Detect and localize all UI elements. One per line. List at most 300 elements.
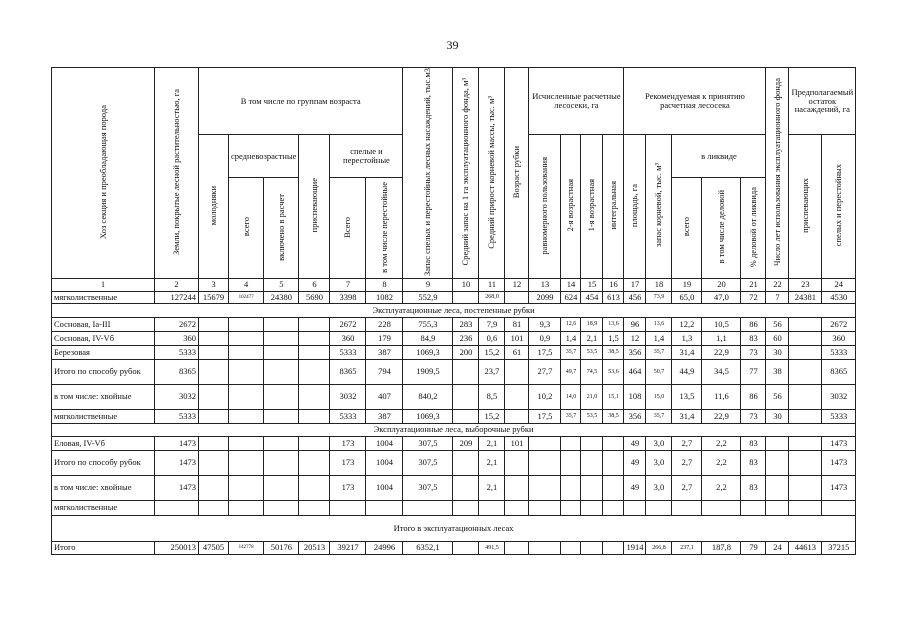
table-cell: 24380 (264, 291, 299, 303)
table-cell (264, 331, 299, 345)
table-cell: 49 (624, 475, 646, 500)
table-cell: 61 (505, 345, 529, 359)
column-number: 7 (330, 278, 366, 291)
table-cell: 3,0 (646, 436, 672, 450)
column-number: 23 (789, 278, 822, 291)
table-cell: 142778 (229, 541, 264, 554)
header-middle-all: всего (229, 177, 264, 278)
header-middle-included: включено в расчет (264, 177, 299, 278)
table-cell: 173 (330, 475, 366, 500)
table-cell (229, 409, 264, 423)
table-cell: 7 (766, 291, 789, 303)
table-cell: 624 (561, 291, 581, 303)
table-cell (603, 450, 624, 475)
row-label: мягколиственные (52, 291, 155, 303)
table-cell: 2,1 (479, 475, 505, 500)
table-cell (229, 345, 264, 359)
column-number: 8 (366, 278, 403, 291)
table-cell: 47,0 (702, 291, 741, 303)
table-cell (789, 331, 822, 345)
table-cell: 237,1 (672, 541, 702, 554)
table-cell: 24 (766, 541, 789, 554)
table-cell: 5333 (155, 409, 199, 423)
table-cell: 283 (453, 317, 479, 331)
table-cell: 24381 (789, 291, 822, 303)
table-cell: 228 (366, 317, 403, 331)
table-cell (789, 317, 822, 331)
table-cell (561, 450, 581, 475)
table-cell: 81 (505, 317, 529, 331)
table-cell (766, 436, 789, 450)
table-row (52, 436, 856, 450)
table-cell (529, 436, 561, 450)
column-number: 3 (199, 278, 229, 291)
table-row (52, 475, 856, 500)
header-avg-growth: Средний прирост корневой массы, тыс. м³ (479, 68, 505, 279)
header-area: Земли, покрытые лесной растительностью, га (155, 68, 199, 279)
header-mature-incl: в том числе перестойные (366, 177, 403, 278)
table-cell (299, 317, 330, 331)
table-cell (199, 317, 229, 331)
table-cell: 4530 (822, 291, 856, 303)
table-cell: 2,7 (672, 450, 702, 475)
table-cell: 1473 (822, 450, 856, 475)
table-row (52, 331, 856, 345)
table-cell (789, 359, 822, 384)
page-number: 39 (446, 38, 459, 52)
header-liquid-bus: в том числе деловой (702, 177, 741, 278)
table-cell: 1,5 (603, 331, 624, 345)
row-label: Итого по способу рубок (52, 450, 155, 475)
table-cell (603, 541, 624, 554)
header-liquid-all: всего (672, 177, 702, 278)
header-felling-age: Возраст рубки (505, 68, 529, 279)
table-cell: 44613 (789, 541, 822, 554)
table-cell: 38,5 (603, 345, 624, 359)
table-cell: 1473 (155, 436, 199, 450)
table-cell: 35,7 (646, 345, 672, 359)
column-number: 15 (581, 278, 603, 291)
table-cell (403, 500, 453, 515)
table-cell (453, 500, 479, 515)
header-middle: средневозрастные (229, 135, 299, 178)
table-cell: 360 (330, 331, 366, 345)
table-cell (264, 409, 299, 423)
column-number: 20 (702, 278, 741, 291)
table-cell (229, 450, 264, 475)
table-cell: 794 (366, 359, 403, 384)
table-cell (453, 475, 479, 500)
table-cell: 49 (624, 436, 646, 450)
table-row (52, 500, 856, 515)
table-cell: 1,4 (561, 331, 581, 345)
table-cell: 49,7 (561, 359, 581, 384)
table-cell (299, 384, 330, 409)
table-cell: 179 (366, 331, 403, 345)
header-calc-1: 1-я возрастная (581, 135, 603, 279)
table-cell: 266,8 (646, 541, 672, 554)
table-cell: 2672 (330, 317, 366, 331)
table-cell (561, 500, 581, 515)
table-cell: 1004 (366, 475, 403, 500)
table-cell (199, 450, 229, 475)
table-cell (264, 359, 299, 384)
table-cell: 86 (741, 384, 766, 409)
table-cell: 173 (330, 436, 366, 450)
table-cell: 127244 (155, 291, 199, 303)
row-label: в том числе: хвойные (52, 384, 155, 409)
table-cell: 360 (155, 331, 199, 345)
column-number: 17 (624, 278, 646, 291)
table-cell (505, 541, 529, 554)
table-row (52, 291, 856, 303)
section-row (52, 303, 856, 317)
table-cell: 15,0 (646, 384, 672, 409)
table-cell: 56 (766, 317, 789, 331)
table-row (52, 384, 856, 409)
table-cell: 83 (741, 331, 766, 345)
table-cell: 86 (741, 317, 766, 331)
table-cell: 50,7 (646, 359, 672, 384)
table-cell: 73 (741, 409, 766, 423)
table-cell: 35,7 (561, 345, 581, 359)
column-number: 4 (229, 278, 264, 291)
table-cell (299, 450, 330, 475)
table-cell (453, 541, 479, 554)
table-cell (264, 500, 299, 515)
table-cell: 15679 (199, 291, 229, 303)
table-cell: 1004 (366, 436, 403, 450)
column-number: 1 (52, 278, 155, 291)
table-cell: 268,0 (479, 291, 505, 303)
column-number: 21 (741, 278, 766, 291)
table-cell: 53,6 (603, 359, 624, 384)
section-row (52, 423, 856, 436)
table-cell: 1909,5 (403, 359, 453, 384)
header-years: Число лет использования эксплуатационного фонда (766, 68, 789, 279)
table-cell (199, 345, 229, 359)
row-label: Сосновая, Iа-III (52, 317, 155, 331)
table-cell (299, 500, 330, 515)
table-cell: 34,5 (702, 359, 741, 384)
table-cell (766, 500, 789, 515)
table-cell (505, 384, 529, 409)
table-cell (561, 541, 581, 554)
table-cell (505, 291, 529, 303)
table-cell: 307,5 (403, 436, 453, 450)
column-number: 9 (403, 278, 453, 291)
table-cell (741, 500, 766, 515)
table-cell (199, 331, 229, 345)
table-cell (453, 359, 479, 384)
table-cell: 613 (603, 291, 624, 303)
table-cell: 8365 (330, 359, 366, 384)
table-cell: 1,1 (702, 331, 741, 345)
table-cell (299, 345, 330, 359)
header-remain: Предполагаемый остаток насаждений, га (789, 68, 856, 135)
row-label: Итого по способу рубок (52, 359, 155, 384)
row-label: мягколиственные (52, 409, 155, 423)
table-cell: 53,5 (581, 345, 603, 359)
table-cell (702, 500, 741, 515)
table-cell (624, 500, 646, 515)
table-cell (505, 359, 529, 384)
table-cell: 14,0 (561, 384, 581, 409)
table-cell: 72 (741, 291, 766, 303)
table-cell: 1473 (155, 450, 199, 475)
row-label: Еловая, IV-Vб (52, 436, 155, 450)
table-cell: 102477 (229, 291, 264, 303)
table-cell (453, 409, 479, 423)
table-cell: 35,7 (646, 409, 672, 423)
table-cell (264, 317, 299, 331)
table-row (52, 541, 856, 554)
table-cell (822, 500, 856, 515)
table-cell (789, 436, 822, 450)
table-cell (789, 345, 822, 359)
forest-table (51, 67, 856, 555)
table-cell: 73 (741, 345, 766, 359)
header-young: молодняки (199, 135, 229, 279)
table-cell (581, 436, 603, 450)
table-cell: 79 (741, 541, 766, 554)
table-cell: 15,2 (479, 409, 505, 423)
table-cell: 10,2 (529, 384, 561, 409)
header-premature: приспевающие (299, 135, 330, 279)
row-label: в том числе: хвойные (52, 475, 155, 500)
table-cell: 307,5 (403, 475, 453, 500)
table-cell: 1069,3 (403, 409, 453, 423)
table-cell (299, 331, 330, 345)
table-cell (561, 475, 581, 500)
table-cell: 407 (366, 384, 403, 409)
table-cell (603, 436, 624, 450)
table-cell: 31,4 (672, 409, 702, 423)
header-liquid: в ликвиде (672, 135, 766, 178)
table-cell (366, 500, 403, 515)
section-title: Эксплуатационные леса, постепенные рубки (52, 303, 856, 317)
table-cell: 20513 (299, 541, 330, 554)
table-cell: 3,0 (646, 475, 672, 500)
column-number: 5 (264, 278, 299, 291)
table-cell (299, 359, 330, 384)
column-number: 24 (822, 278, 856, 291)
table-row (52, 409, 856, 423)
column-number: 10 (453, 278, 479, 291)
table-cell: 491,5 (479, 541, 505, 554)
table-cell (229, 475, 264, 500)
table-cell: 65,0 (672, 291, 702, 303)
table-cell: 2,1 (581, 331, 603, 345)
table-cell (264, 475, 299, 500)
table-cell: 1,3 (672, 331, 702, 345)
table-cell: 12,2 (672, 317, 702, 331)
header-calc-2: 2-я возрастная (561, 135, 581, 279)
table-cell: 2,7 (672, 436, 702, 450)
table-cell: 60 (766, 331, 789, 345)
table-cell (199, 384, 229, 409)
table-cell: 38 (766, 359, 789, 384)
header-remain-mat: спелых и перестойных (822, 135, 856, 279)
table-cell: 9,3 (529, 317, 561, 331)
table-cell: 83 (741, 450, 766, 475)
column-number: 2 (155, 278, 199, 291)
table-cell (505, 475, 529, 500)
table-cell: 31,4 (672, 345, 702, 359)
table-cell: 13,6 (646, 317, 672, 331)
column-number: 13 (529, 278, 561, 291)
table-cell: 1082 (366, 291, 403, 303)
table-cell: 21,0 (581, 384, 603, 409)
table-cell (453, 291, 479, 303)
table-cell (789, 475, 822, 500)
table-cell: 2,1 (479, 436, 505, 450)
table-cell (789, 409, 822, 423)
section-title: Итого в эксплуатационных лесах (52, 515, 856, 541)
row-label: мягколиственные (52, 500, 155, 515)
table-cell (229, 436, 264, 450)
column-number: 16 (603, 278, 624, 291)
table-cell: 360 (822, 331, 856, 345)
table-cell: 77 (741, 359, 766, 384)
table-cell (505, 409, 529, 423)
table-cell (229, 500, 264, 515)
table-row (52, 359, 856, 384)
table-cell: 356 (624, 409, 646, 423)
table-cell: 755,3 (403, 317, 453, 331)
column-number: 14 (561, 278, 581, 291)
header-calc-int: интегральная (603, 135, 624, 279)
table-cell (264, 384, 299, 409)
table-cell (603, 500, 624, 515)
table-cell (505, 450, 529, 475)
table-cell (199, 409, 229, 423)
table-cell (453, 384, 479, 409)
table-cell (789, 384, 822, 409)
table-cell: 56 (766, 384, 789, 409)
column-number: 6 (299, 278, 330, 291)
table-cell (229, 317, 264, 331)
table-cell (199, 475, 229, 500)
column-number-row (52, 278, 856, 291)
table-cell: 0,6 (479, 331, 505, 345)
table-cell: 83 (741, 475, 766, 500)
table-cell (199, 500, 229, 515)
table-cell: 5333 (330, 345, 366, 359)
table-cell: 456 (624, 291, 646, 303)
table-cell: 50176 (264, 541, 299, 554)
table-cell (581, 500, 603, 515)
table-cell: 5333 (155, 345, 199, 359)
header-liquid-pct: % деловой от ликвида (741, 177, 766, 278)
table-cell: 840,2 (403, 384, 453, 409)
table-cell: 3032 (330, 384, 366, 409)
table-cell: 307,5 (403, 450, 453, 475)
table-cell: 236 (453, 331, 479, 345)
table-cell (505, 500, 529, 515)
header-calc-uniform: равномерного пользования (529, 135, 561, 279)
table-cell: 552,9 (403, 291, 453, 303)
table-cell (479, 500, 505, 515)
table-cell: 5690 (299, 291, 330, 303)
table-cell (299, 475, 330, 500)
table-cell (529, 541, 561, 554)
section-title: Эксплуатационные леса, выборочные рубки (52, 423, 856, 436)
table-cell (766, 450, 789, 475)
table-cell: 74,5 (581, 359, 603, 384)
header-stock: Запас спелых и перестойных лесных насаждений, тыс.м3 (403, 68, 453, 279)
table-cell (529, 475, 561, 500)
table-cell: 2099 (529, 291, 561, 303)
table-cell (581, 475, 603, 500)
table-cell: 44,9 (672, 359, 702, 384)
header-avg-stock: Средний запас на 1 га эксплуатационного фонда, м³ (453, 68, 479, 279)
table-cell (529, 500, 561, 515)
table-cell: 3032 (155, 384, 199, 409)
table-cell (330, 500, 366, 515)
table-cell: 101 (505, 331, 529, 345)
table-cell: 24996 (366, 541, 403, 554)
table-cell: 2,2 (702, 436, 741, 450)
table-cell: 8365 (822, 359, 856, 384)
table-cell: 96 (624, 317, 646, 331)
table-row (52, 317, 856, 331)
header-rec-area: площадь, га (624, 135, 646, 279)
table-cell (581, 541, 603, 554)
table-cell (453, 450, 479, 475)
table-cell: 1,4 (646, 331, 672, 345)
table-cell: 387 (366, 345, 403, 359)
table-cell: 22,9 (702, 409, 741, 423)
table-cell: 108 (624, 384, 646, 409)
header-rec-stock: запас корневой, тыс. м³ (646, 135, 672, 279)
table-cell: 11,6 (702, 384, 741, 409)
table-cell: 1473 (822, 436, 856, 450)
table-cell (581, 450, 603, 475)
table-cell: 250013 (155, 541, 199, 554)
table-cell: 6352,1 (403, 541, 453, 554)
table-cell: 2,2 (702, 475, 741, 500)
table-cell: 3,0 (646, 450, 672, 475)
table-cell: 1914 (624, 541, 646, 554)
header-age-groups: В том числе по группам возраста (199, 68, 403, 135)
table-cell: 83 (741, 436, 766, 450)
table-cell: 0,9 (529, 331, 561, 345)
table-cell: 200 (453, 345, 479, 359)
table-cell: 27,7 (529, 359, 561, 384)
table-cell: 23,7 (479, 359, 505, 384)
table-cell: 3398 (330, 291, 366, 303)
table-cell: 173 (330, 450, 366, 475)
table-cell (561, 436, 581, 450)
header-calc: Исчисленные расчетные лесосеки, га (529, 68, 624, 135)
table-cell: 17,5 (529, 409, 561, 423)
table-cell: 1069,3 (403, 345, 453, 359)
table-cell: 356 (624, 345, 646, 359)
table-cell (264, 450, 299, 475)
table-cell (264, 436, 299, 450)
table-cell: 38,5 (603, 409, 624, 423)
table-cell: 209 (453, 436, 479, 450)
table-cell: 37215 (822, 541, 856, 554)
table-cell (229, 384, 264, 409)
table-cell: 39217 (330, 541, 366, 554)
header-remain-pre: приспевающих (789, 135, 822, 279)
table-cell: 7,9 (479, 317, 505, 331)
header-mature-all: Всего (330, 177, 366, 278)
table-cell: 464 (624, 359, 646, 384)
row-label: Итого (52, 541, 155, 554)
